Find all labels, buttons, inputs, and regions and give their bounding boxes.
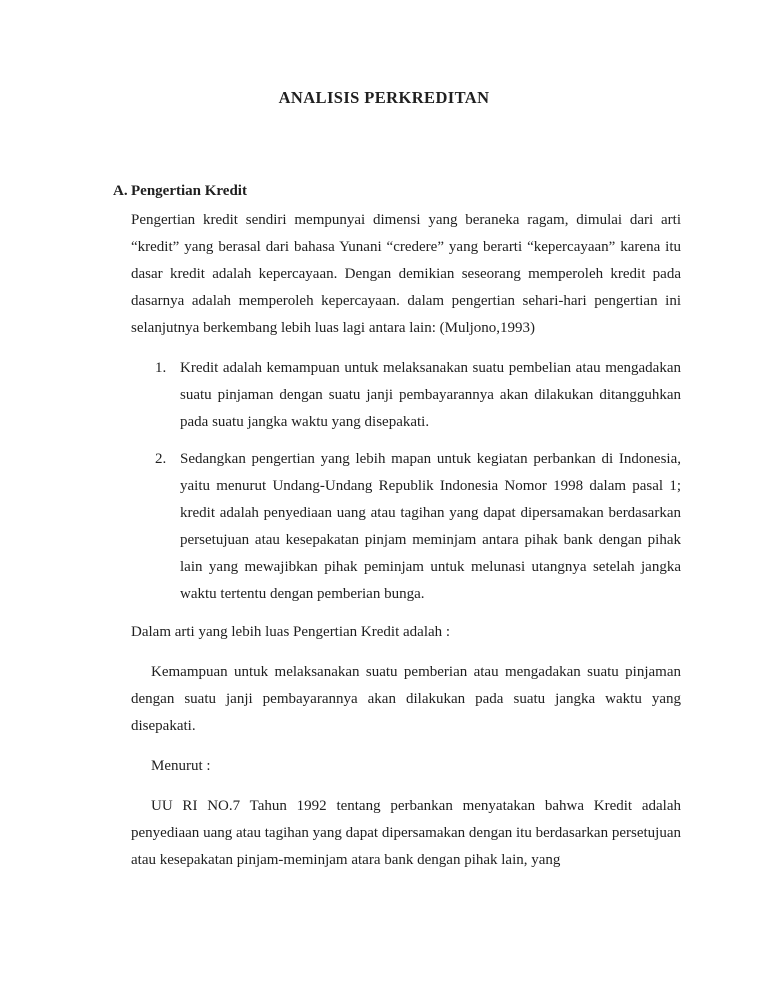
list-item-2-text: Sedangkan pengertian yang lebih mapan untuk kegiatan perbankan di Indonesia, yaitu menurut Undang-Undang Republik Indonesia Nomor 1998 dalam pasal 1; kredit adalah penyediaan uang atau tagihan yang dapat dipersamakan berdasarkan persetujuan atau kesepakatan pinjam meminjam antara pihak bank dengan pihak lain yang mewajibkan pihak peminjam untuk melunasi utangnya setelah jangka waktu tertentu dengan pemberian bunga. [180, 451, 681, 602]
list-item-2 [131, 446, 681, 608]
intro-paragraph: Pengertian kredit sendiri mempunyai dimensi yang beraneka ragam, dimulai dari arti “kredit” yang berasal dari bahasa Yunani “credere” yang berarti “kepercayaan” karena itu dasar kredit adalah kepercayaan. Dengan demikian seseorang memperoleh kredit pada dasarnya adalah memperoleh kepercayaan. dalam pengertian sehari-hari pengertian ini selanjutnya berkembang lebih luas lagi antara lain: (Muljono,1993) [131, 212, 681, 336]
section-title: Pengertian Kredit [131, 183, 247, 199]
menurut-label-line: Menurut : [151, 758, 211, 774]
list-item-1-text: Kredit adalah kemampuan untuk melaksanakan suatu pembelian atau mengadakan suatu pinjaman dengan suatu janji pembayarannya akan dilakukan ditangguhkan pada suatu jangka waktu yang disepakati. [180, 360, 681, 430]
section-label: A. [113, 183, 128, 199]
list-item-1-number: 1. [155, 360, 167, 376]
list-item-2-number: 2. [155, 451, 167, 467]
list-item-1 [131, 355, 681, 436]
definition-list [131, 355, 681, 608]
uu-definition-paragraph: UU RI NO.7 Tahun 1992 tentang perbankan menyatakan bahwa Kredit adalah penyediaan uang atau tagihan yang dapat dipersamakan dengan itu berdasarkan persetujuan atau kesepakatan pinjam-meminjam atara bank dengan pihak lain, yang [131, 798, 681, 868]
broader-intro-line: Dalam arti yang lebih luas Pengertian Kredit adalah : [131, 624, 451, 640]
section-heading [113, 181, 681, 201]
broader-definition-paragraph: Kemampuan untuk melaksanakan suatu pemberian atau mengadakan suatu pinjaman dengan suatu janji pembayarannya akan dilakukan pada suatu jangka waktu yang disepakati. [131, 664, 681, 734]
document-title: ANALISIS PERKREDITAN [278, 88, 490, 107]
